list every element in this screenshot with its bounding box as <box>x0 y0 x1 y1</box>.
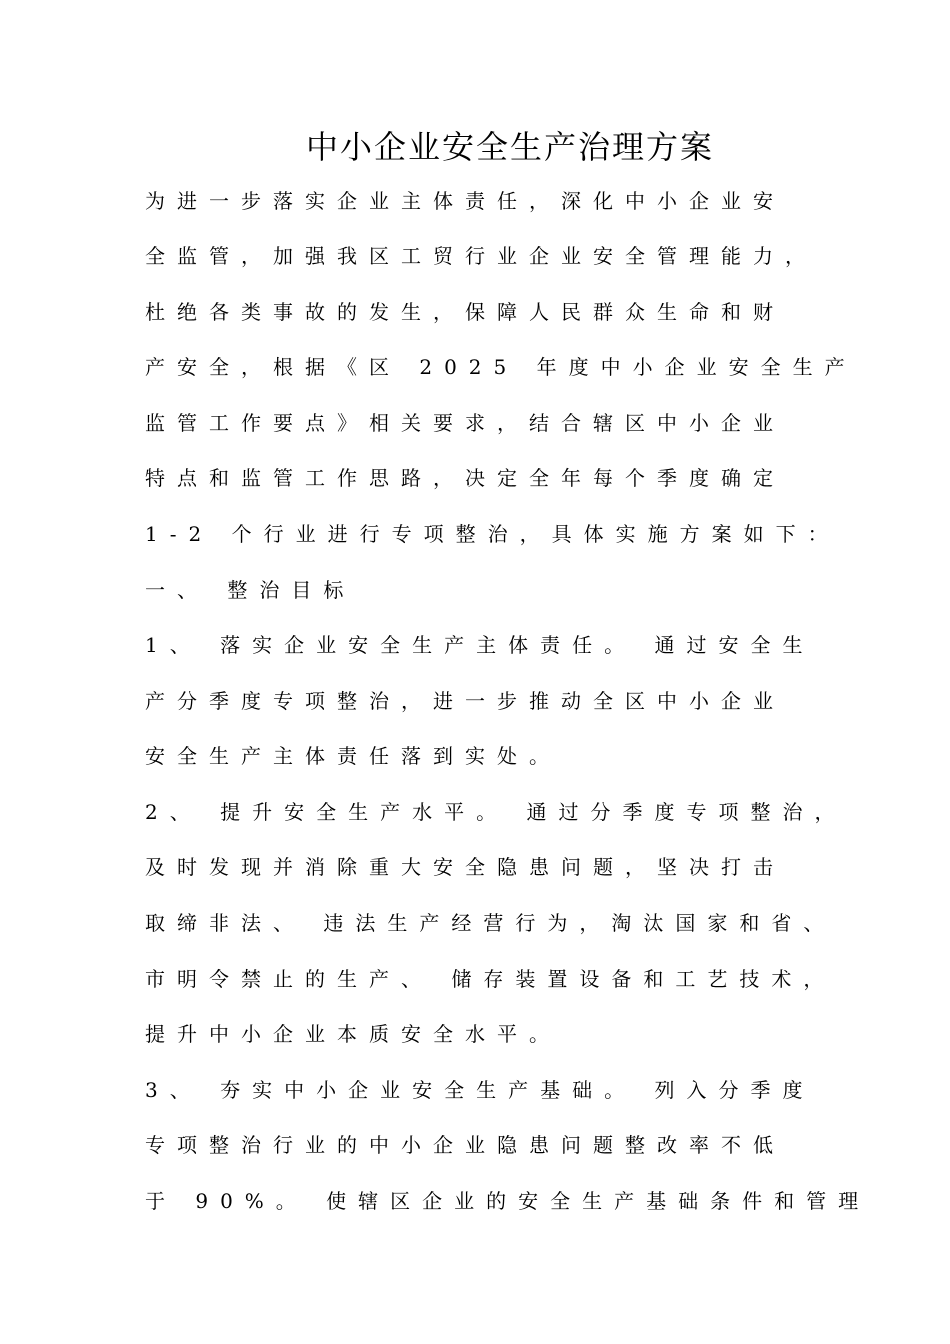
body-line: 产安全，根据《区 2025 年度中小企业安全生产 <box>145 355 857 379</box>
body-line: 安全生产主体责任落到实处。 <box>145 744 561 768</box>
body-line: 全监管，加强我区工贸行业企业安全管理能力， <box>145 244 817 268</box>
body-line: 为进一步落实企业主体责任，深化中小企业安 <box>145 189 785 213</box>
body-line: 提升中小企业本质安全水平。 <box>145 1022 561 1046</box>
body-line: 3、 夯实中小企业安全生产基础。 列入分季度 <box>145 1078 815 1102</box>
body-line: 取缔非法、 违法生产经营行为，淘汰国家和省、 <box>145 911 836 935</box>
body-line: 1、 落实企业安全生产主体责任。 通过安全生 <box>145 633 815 657</box>
section-heading: 一、 整治目标 <box>145 578 356 602</box>
body-line: 于 90%。 使辖区企业的安全生产基础条件和管理 <box>145 1189 871 1213</box>
body-line: 杜绝各类事故的发生，保障人民群众生命和财 <box>145 300 785 324</box>
body-line: 产分季度专项整治，进一步推动全区中小企业 <box>145 689 785 713</box>
body-line: 及时发现并消除重大安全隐患问题，坚决打击 <box>145 855 785 879</box>
body-line: 特点和监管工作思路，决定全年每个季度确定 <box>145 466 785 490</box>
body-line: 专项整治行业的中小企业隐患问题整改率不低 <box>145 1133 785 1157</box>
body-line: 1-2 个行业进行专项整治，具体实施方案如下： <box>145 522 840 546</box>
body-line: 监管工作要点》相关要求，结合辖区中小企业 <box>145 411 785 435</box>
body-line: 2、 提升安全生产水平。 通过分季度专项整治， <box>145 800 847 824</box>
body-line: 市明令禁止的生产、 储存装置设备和工艺技术， <box>145 967 836 991</box>
document-title: 中小企业安全生产治理方案 <box>305 128 714 166</box>
